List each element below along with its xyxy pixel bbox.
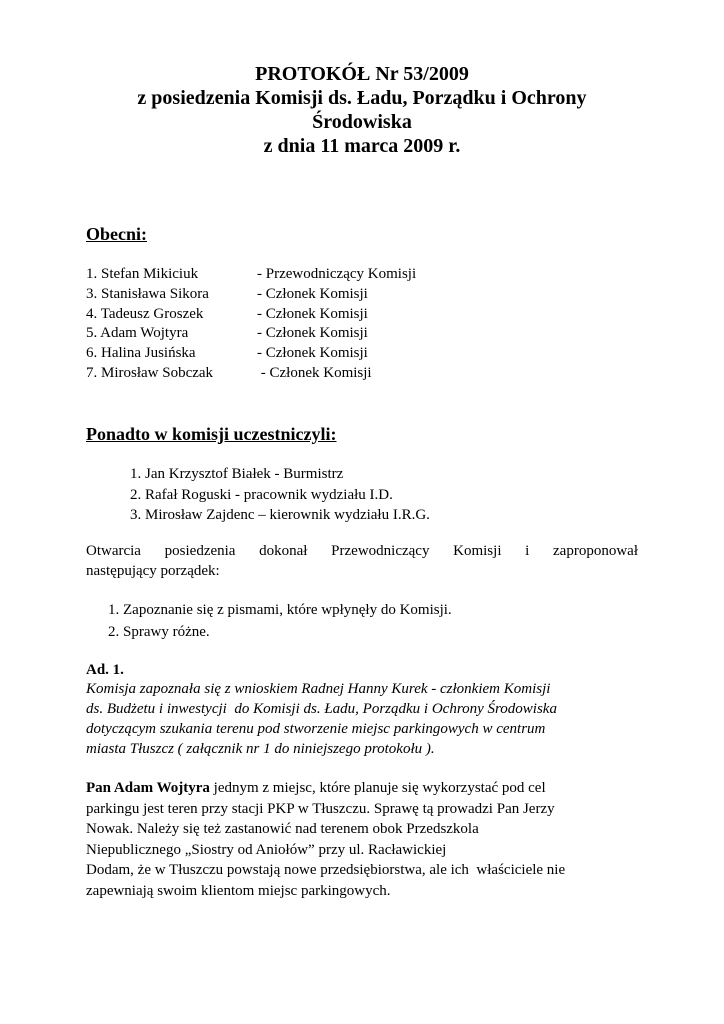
ad1-italic-paragraph <box>86 679 557 759</box>
member-name: 1. Stefan Mikiciuk <box>86 266 199 282</box>
guest-item: 2. Rafał Roguski - pracownik wydziału I.D. <box>130 486 393 503</box>
guests-list <box>130 464 430 526</box>
speech-line: zapewniają swoim klientom miejsc parkingowych. <box>86 882 391 899</box>
member-name: 5. Adam Wojtyra <box>86 325 189 342</box>
member-role: - Członek Komisji <box>257 305 368 322</box>
opening-paragraph <box>86 541 638 581</box>
speech-text: jednym z miejsc, które planuje się wykorzystać pod cel <box>209 780 546 796</box>
speech-line: parkingu jest teren przy stacji PKP w Tłuszczu. Sprawę tą prowadzi Pan Jerzy <box>86 800 555 817</box>
guest-item: 1. Jan Krzysztof Białek - Burmistrz <box>130 466 344 482</box>
title-line-3: Środowiska <box>312 111 412 133</box>
speech-first-line <box>86 778 565 799</box>
agenda-item: 2. Sprawy różne. <box>108 624 210 640</box>
member-name: 6. Halina Jusińska <box>86 345 196 362</box>
member-role: - Członek Komisji <box>257 364 372 381</box>
speaker-name: Pan Adam Wojtyra <box>86 780 210 796</box>
agenda-item: 1. Zapoznanie się z pismami, które wpłynęły do Komisji. <box>108 602 452 618</box>
ad1-line: Komisja zapoznała się z wnioskiem Radnej Hanny Kurek - członkiem Komisji <box>86 681 551 697</box>
member-role: - Przewodniczący Komisji <box>257 266 417 282</box>
speech-paragraph <box>86 778 565 901</box>
member-name: 4. Tadeusz Groszek <box>86 305 204 322</box>
member-role: - Członek Komisji <box>257 285 368 302</box>
title-line-1: PROTOKÓŁ Nr 53/2009 <box>255 63 469 85</box>
member-role: - Członek Komisji <box>257 345 368 362</box>
speech-line: Niepublicznego „Siostry od Aniołów” przy ul. Racławickiej <box>86 841 447 858</box>
speech-line: Nowak. Należy się też zastanowić nad terenem obok Przedszkola <box>86 821 479 837</box>
ad1-line: miasta Tłuszcz ( załącznik nr 1 do niniejszego protokołu ). <box>86 741 435 757</box>
agenda-list <box>108 599 452 643</box>
guests-heading: Ponadto w komisji uczestniczyli: <box>86 424 337 444</box>
present-heading: Obecni: <box>86 224 147 244</box>
opening-line-2: następujący porządek: <box>86 563 220 579</box>
ad1-line: dotyczącym szukania terenu pod stworzenie miejsc parkingowych w centrum <box>86 721 546 737</box>
title-line-4: z dnia 11 marca 2009 r. <box>263 135 461 157</box>
ad1-heading: Ad. 1. <box>86 662 124 678</box>
member-name: 7. Mirosław Sobczak <box>86 364 214 381</box>
member-role: - Członek Komisji <box>257 325 368 342</box>
title-line-2: z posiedzenia Komisji ds. Ładu, Porządku i Ochrony <box>137 87 587 109</box>
member-name: 3. Stanisława Sikora <box>86 285 209 302</box>
guest-item: 3. Mirosław Zajdenc – kierownik wydziału I.R.G. <box>130 507 430 523</box>
ad1-line: ds. Budżetu i inwestycji do Komisji ds. Ładu, Porządku i Ochrony Środowiska <box>86 701 557 717</box>
document-title <box>86 62 638 158</box>
opening-line-1: Otwarcia posiedzenia dokonał Przewodniczący Komisji i zaproponował <box>86 543 638 559</box>
speech-line: Dodam, że w Tłuszczu powstają nowe przedsiębiorstwa, ale ich właściciele nie <box>86 862 566 878</box>
